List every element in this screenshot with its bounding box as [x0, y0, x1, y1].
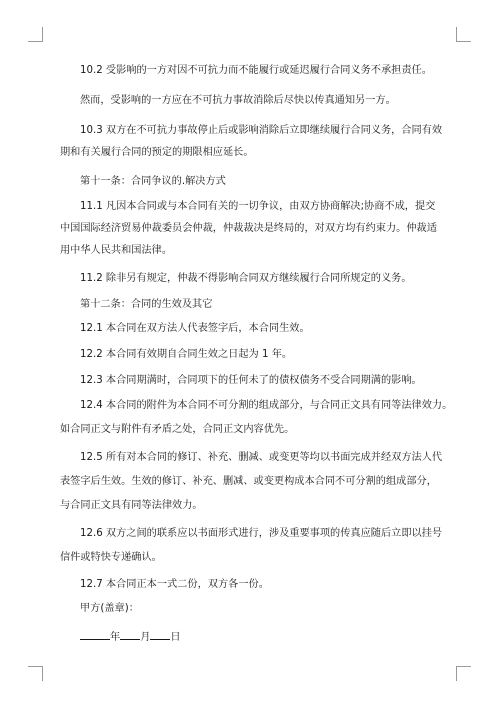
date-line — [80, 628, 181, 645]
paragraph-12-4-line-2: 如合同正文与附件有矛盾之处，合同正文内容优先。 — [60, 424, 295, 435]
date-month-blank — [120, 628, 140, 640]
date-day-label: 日 — [170, 632, 181, 643]
crop-mark-top-right — [456, 27, 471, 42]
paragraph-10-3-line-1: 10.3 双方在不可抗力事故停止后或影响消除后立即继续履行合同义务，合同有效 — [80, 125, 443, 136]
crop-mark-bottom-right — [456, 666, 471, 681]
article-12-heading: 第十二条：合同的生效及其它 — [80, 299, 213, 310]
paragraph-12-1: 12.1 本合同在双方法人代表签字后，本合同生效。 — [80, 323, 310, 334]
date-year-blank — [80, 628, 110, 640]
date-year-label: 年 — [110, 632, 121, 643]
paragraph-11-1-line-3: 用中华人民共和国法律。 — [60, 245, 173, 256]
date-day-blank — [150, 628, 170, 640]
paragraph-12-3: 12.3 本合同期满时，合同项下的任何未了的债权债务不受合同期满的影响。 — [80, 375, 422, 386]
crop-mark-top-left — [28, 27, 43, 42]
paragraph-12-6-line-2: 信件或特快专递确认。 — [60, 552, 162, 563]
crop-mark-bottom-left — [28, 666, 43, 681]
paragraph-10-2-cont: 然而，受影响的一方应在不可抗力事故消除后尽快以传真通知另一方。 — [80, 95, 396, 106]
paragraph-12-5-line-2: 表签字后生效。生效的修订、补充、删减、或变更构成本合同不可分割的组成部分， — [60, 476, 437, 487]
paragraph-11-2: 11.2 除非另有规定，仲裁不得影响合同双方继续履行合同所规定的义务。 — [80, 273, 412, 284]
paragraph-12-5-line-3: 与合同正文具有同等法律效力。 — [60, 500, 203, 511]
paragraph-12-7: 12.7 本合同正本一式二份，双方各一份。 — [80, 579, 269, 590]
date-month-label: 月 — [140, 632, 151, 643]
paragraph-10-2: 10.2 受影响的一方对因不可抗力而不能履行或延迟履行合同义务不承担责任。 — [80, 65, 432, 76]
paragraph-12-4-line-1: 12.4 本合同的附件为本合同不可分割的组成部分，与合同正文具有同等法律效力。 — [80, 400, 453, 411]
party-a-seal-label: 甲方(盖章)： — [80, 603, 139, 614]
paragraph-10-3-line-2: 期和有关履行合同的预定的期限相应延长。 — [60, 147, 254, 158]
article-11-heading: 第十一条：合同争议的.解决方式 — [80, 176, 226, 187]
paragraph-12-5-line-1: 12.5 所有对本合同的修订、补充、删减、或变更等均以书面完成并经双方法人代 — [80, 452, 443, 463]
paragraph-12-6-line-1: 12.6 双方之间的联系应以书面形式进行，涉及重要事项的传真应随后立即以挂号 — [80, 528, 443, 539]
paragraph-12-2: 12.2 本合同有效期自合同生效之日起为 1 年。 — [80, 349, 293, 360]
paragraph-11-1-line-1: 11.1 凡因本合同或与本合同有关的一切争议，由双方协商解决;协商不成，提交 — [80, 201, 436, 212]
paragraph-11-1-line-2: 中国国际经济贸易仲裁委员会仲裁，仲裁裁决是终局的，对双方均有约束力。仲裁适 — [60, 223, 437, 234]
